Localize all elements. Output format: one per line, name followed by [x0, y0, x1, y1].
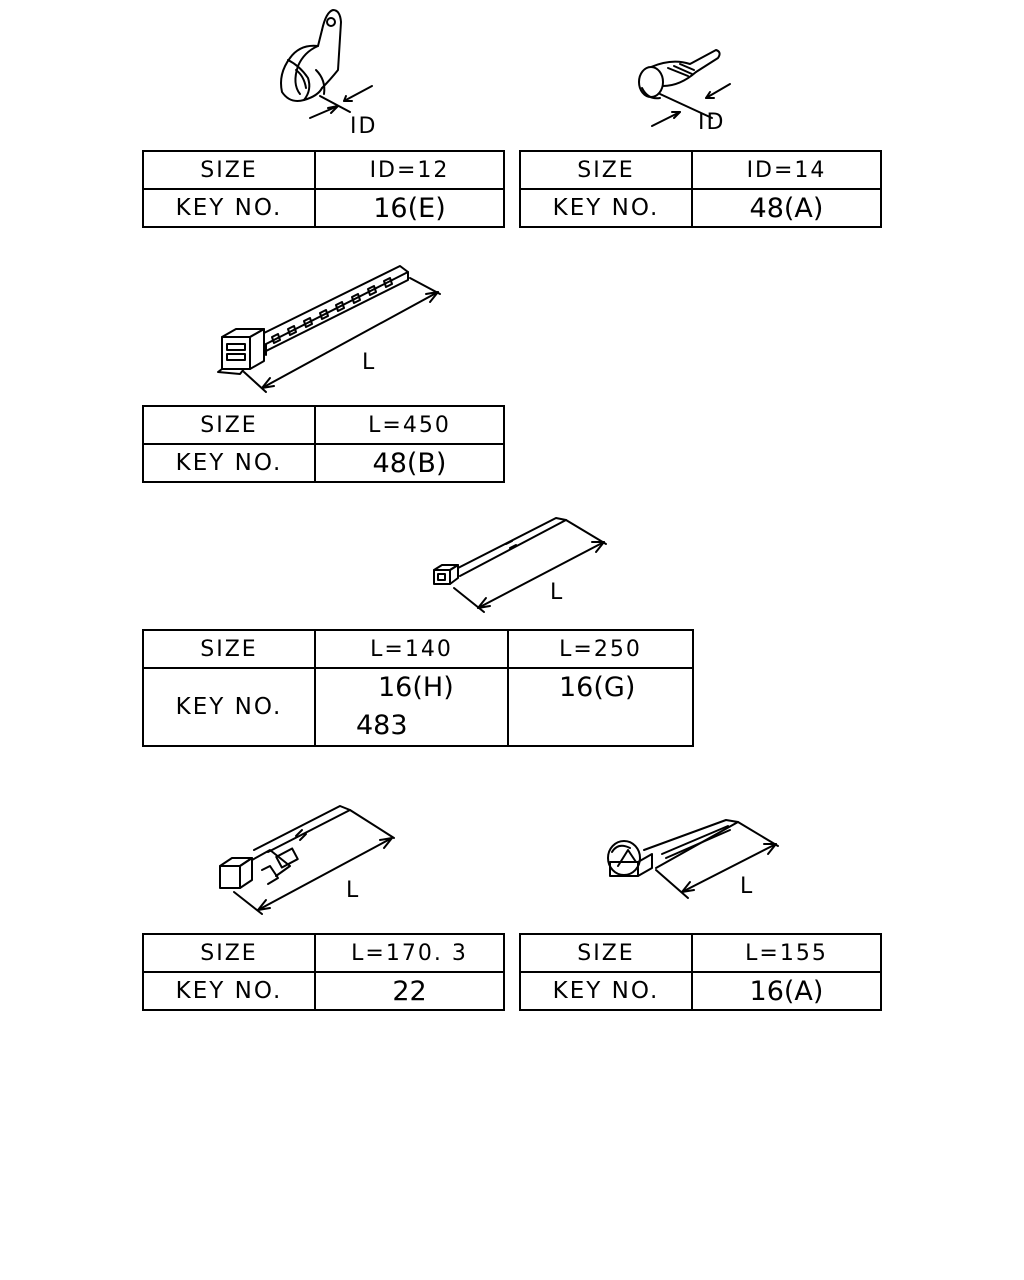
key-header: KEY NO.: [143, 189, 315, 227]
size-value: ID=12: [315, 151, 504, 189]
dimension-label: L: [740, 874, 755, 899]
dimension-label: L: [362, 350, 377, 375]
size-value: L=155: [692, 934, 881, 972]
size-value: ID=14: [692, 151, 881, 189]
dimension-label: ID: [698, 110, 726, 135]
spec-table-band-l170: [142, 933, 505, 1011]
size-value: L=140: [315, 630, 508, 668]
key-header: KEY NO.: [520, 189, 692, 227]
spec-table-clip-id14: [519, 150, 882, 228]
size-header: SIZE: [143, 406, 315, 444]
size-header: SIZE: [143, 151, 315, 189]
key-value: 48(A): [692, 189, 881, 227]
size-header: SIZE: [143, 934, 315, 972]
spec-table-band-l140-250: [142, 629, 694, 747]
size-value: L=250: [508, 630, 693, 668]
size-header: SIZE: [520, 934, 692, 972]
key-value-cell: [508, 668, 693, 746]
key-value-cell: [315, 668, 508, 746]
key-value: 22: [315, 972, 504, 1010]
size-value: L=170. 3: [315, 934, 504, 972]
key-header: KEY NO.: [520, 972, 692, 1010]
spec-table-band-l450: [142, 405, 505, 483]
size-header: SIZE: [143, 630, 315, 668]
key-value: 483: [356, 710, 408, 741]
key-value: 48(B): [315, 444, 504, 482]
key-value: 16(A): [692, 972, 881, 1010]
size-header: SIZE: [520, 151, 692, 189]
band-l140-250-drawing: [434, 518, 606, 612]
key-header: KEY NO.: [143, 972, 315, 1010]
dimension-label: L: [346, 878, 361, 903]
band-l170-drawing: [220, 806, 394, 914]
key-value: 16(G): [559, 672, 636, 703]
band-l450-drawing: [218, 266, 440, 392]
key-header: KEY NO.: [143, 444, 315, 482]
size-value: L=450: [315, 406, 504, 444]
key-value: 16(E): [315, 189, 504, 227]
key-value: 16(H): [378, 672, 454, 703]
dimension-label: ID: [350, 114, 378, 139]
key-header: KEY NO.: [143, 668, 315, 746]
dimension-label: L: [550, 580, 565, 605]
clip-id12-drawing: [281, 10, 372, 118]
spec-table-band-l155: [519, 933, 882, 1011]
spec-table-clip-id12: [142, 150, 505, 228]
